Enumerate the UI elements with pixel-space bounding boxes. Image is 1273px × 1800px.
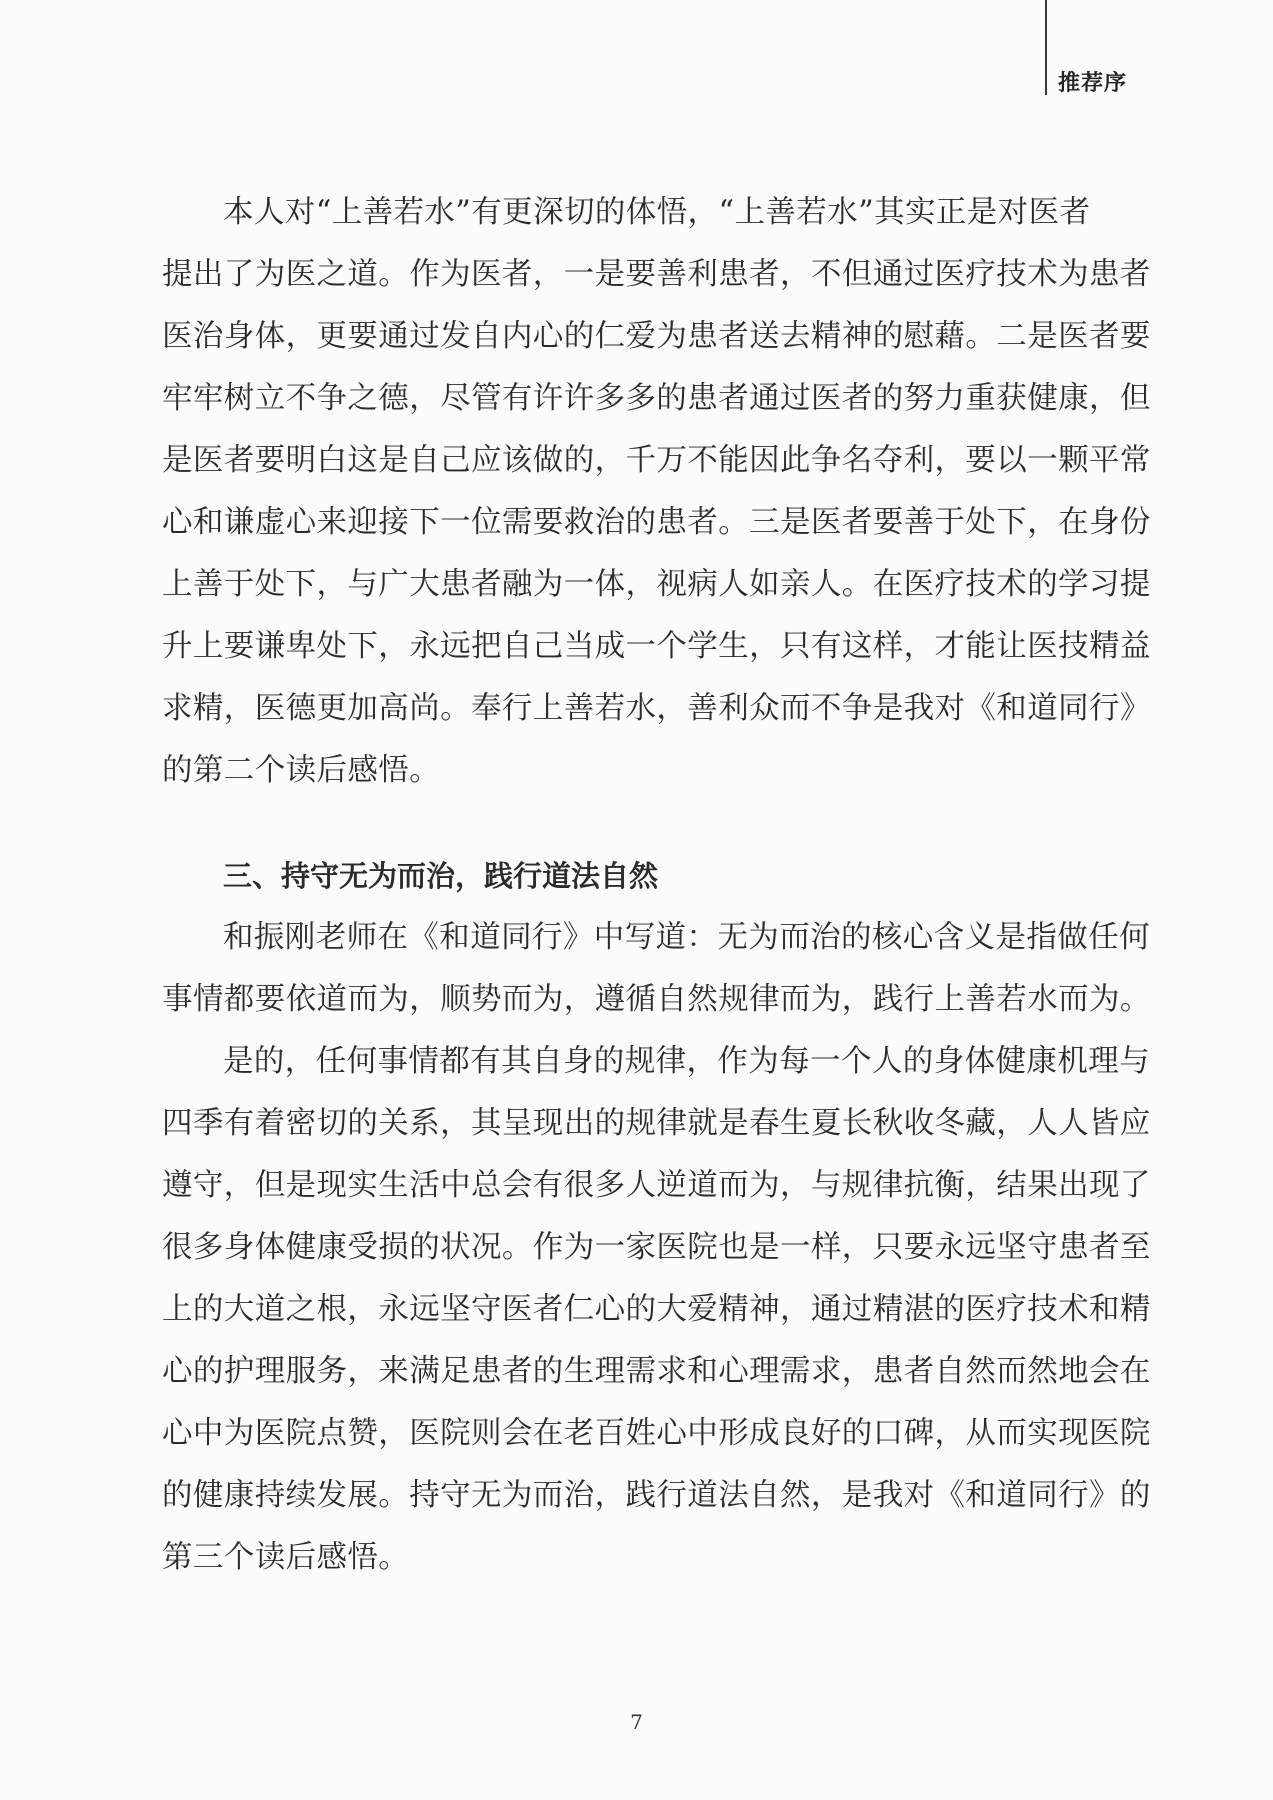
text-line: 提出了为医之道。作为医者，一是要善利患者，不但通过医疗技术为患者: [162, 257, 1151, 292]
paragraph-block-bottom: [162, 907, 1151, 1589]
section-heading: 三、持守无为而治，践行道法自然: [223, 859, 659, 893]
text-line: 心中为医院点赞，医院则会在老百姓心中形成良好的口碑，从而实现医院: [162, 1416, 1151, 1451]
text-line: 上善于处下，与广大患者融为一体，视病人如亲人。在医疗技术的学习提: [162, 567, 1151, 602]
section-block: [162, 845, 1151, 1589]
text-line: 四季有着密切的关系，其呈现出的规律就是春生夏长秋收冬藏，人人皆应: [162, 1106, 1151, 1141]
text-line: 的第二个读后感悟。: [162, 753, 441, 788]
text-line: 第三个读后感悟。: [162, 1540, 410, 1575]
text-line: 的健康持续发展。持守无为而治，践行道法自然，是我对《和道同行》的: [162, 1478, 1151, 1513]
text-line: 升上要谦卑处下，永远把自己当成一个学生，只有这样，才能让医技精益: [162, 629, 1151, 664]
page-number: 7: [630, 1710, 643, 1734]
text-line: 本人对“上善若水”有更深切的体悟，“上善若水”其实正是对医者: [223, 195, 1091, 230]
text-line: 和振刚老师在《和道同行》中写道：无为而治的核心含义是指做任何: [223, 920, 1150, 955]
text-line: 事情都要依道而为，顺势而为，遵循自然规律而为，践行上善若水而为。: [162, 982, 1151, 1017]
paragraph-block-top: [162, 182, 1151, 802]
text-line: 牢牢树立不争之德，尽管有许许多多的患者通过医者的努力重获健康，但: [162, 381, 1151, 416]
text-line: 上的大道之根，永远坚守医者仁心的大爱精神，通过精湛的医疗技术和精: [162, 1292, 1151, 1327]
text-line: 遵守，但是现实生活中总会有很多人逆道而为，与规律抗衡，结果出现了: [162, 1168, 1151, 1203]
text-line: 很多身体健康受损的状况。作为一家医院也是一样，只要永远坚守患者至: [162, 1230, 1151, 1265]
text-line: 是的，任何事情都有其自身的规律，作为每一个人的身体健康机理与: [223, 1044, 1150, 1079]
text-line: 心和谦虚心来迎接下一位需要救治的患者。三是医者要善于处下，在身份: [162, 505, 1151, 540]
text-line: 医治身体，更要通过发自内心的仁爱为患者送去精神的慰藉。二是医者要: [162, 319, 1151, 354]
header-divider: [1045, 0, 1047, 95]
text-line: 求精，医德更加高尚。奉行上善若水，善利众而不争是我对《和道同行》: [162, 691, 1151, 726]
text-line: 是医者要明白这是自己应该做的，千万不能因此争名夺利，要以一颗平常: [162, 443, 1151, 478]
text-line: 心的护理服务，来满足患者的生理需求和心理需求，患者自然而然地会在: [162, 1354, 1151, 1389]
running-header: 推荐序: [1058, 71, 1128, 96]
